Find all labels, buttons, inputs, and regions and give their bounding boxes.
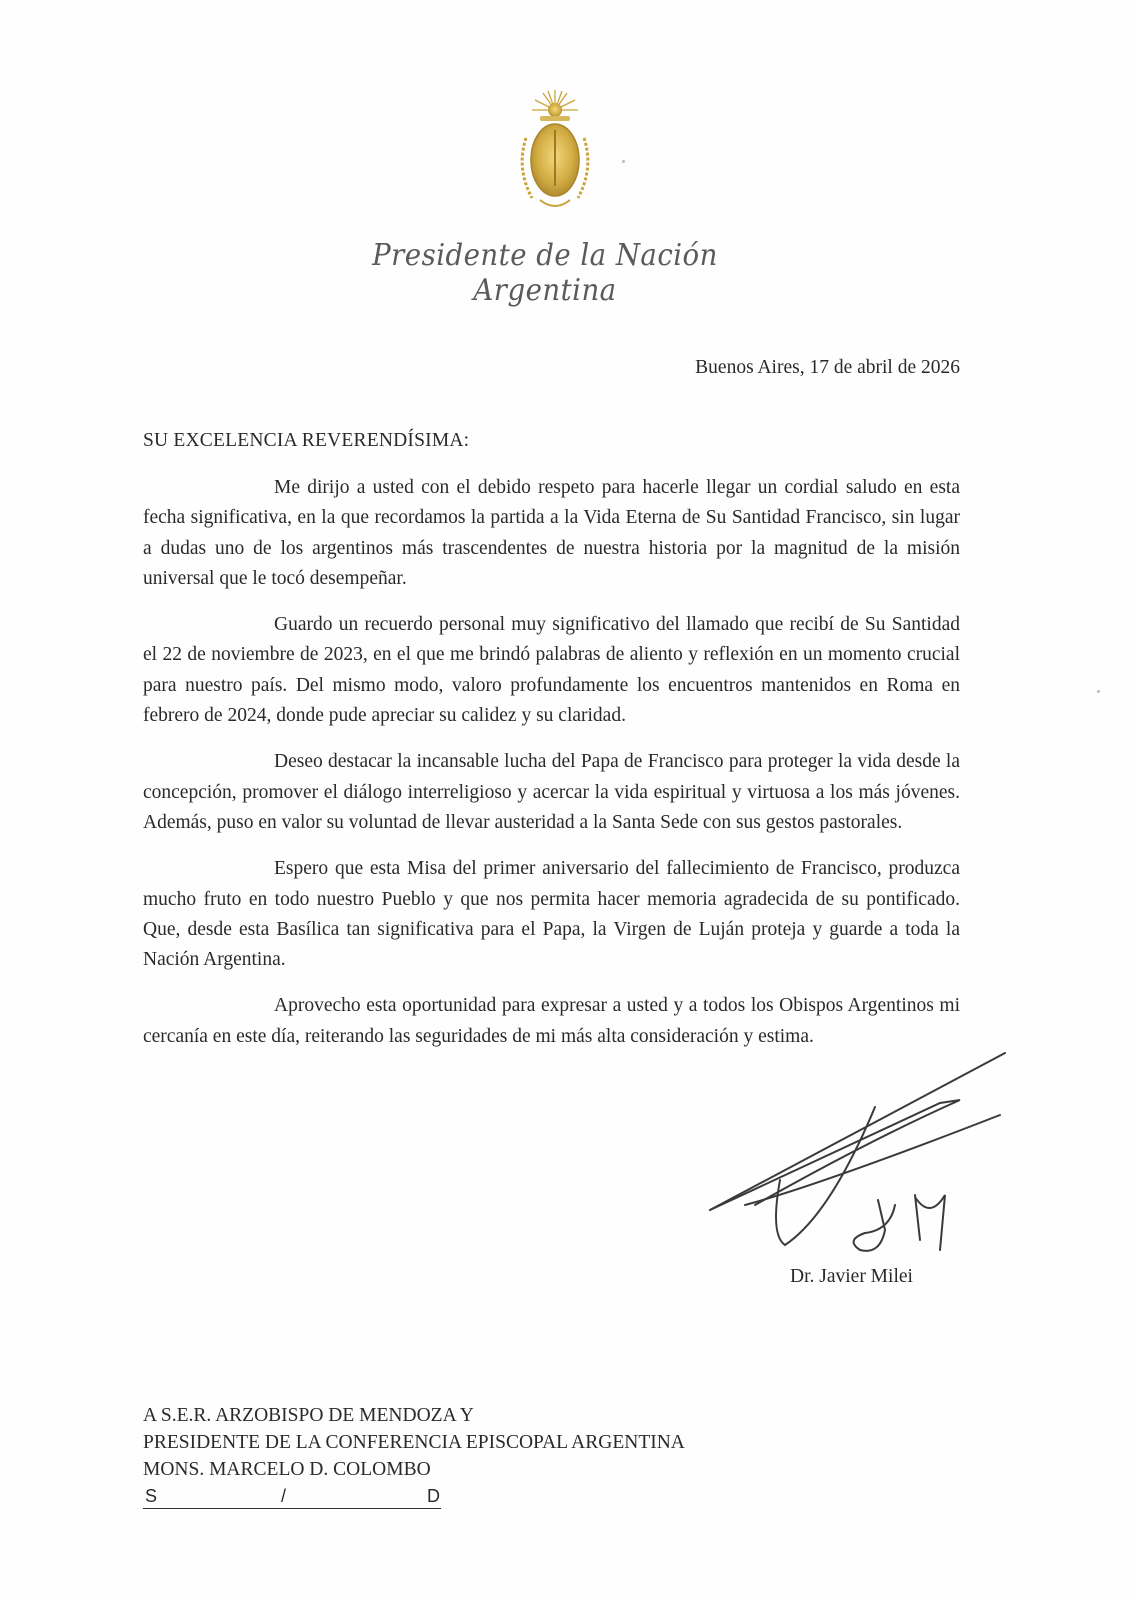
salutation: SU EXCELENCIA REVERENDÍSIMA: bbox=[143, 430, 470, 451]
recipient-line: A S.E.R. ARZOBISPO DE MENDOZA Y bbox=[143, 1405, 474, 1426]
sd-right: D bbox=[427, 1486, 440, 1506]
paragraph: Espero que esta Misa del primer aniversario del fallecimiento de Francisco, produzca mucho fruto en todo nuestro Pueblo y que nos permita hacer memoria agradecida de su pontificado. Que, desde esta Basílica tan significativa para el Papa, la Virgen de Luján proteja y guarde a toda la Nación Argentina. bbox=[143, 858, 960, 971]
scan-speck bbox=[622, 160, 625, 163]
scan-speck bbox=[1097, 690, 1100, 693]
coat-of-arms-icon bbox=[510, 88, 600, 218]
letter-body bbox=[143, 473, 960, 1068]
paragraph: Guardo un recuerdo personal muy significativo del llamado que recibí de Su Santidad el 22 de noviembre de 2023, en el que me brindó palabras de aliento y reflexión en un momento crucial para nuestro país. Del mismo modo, valoro profundamente los encuentros mantenidos en Roma en febrero de 2024, donde pude apreciar su calidez y su claridad. bbox=[143, 614, 960, 727]
signer-name: Dr. Javier Milei bbox=[790, 1266, 913, 1287]
recipient-block bbox=[143, 1402, 685, 1483]
sd-line bbox=[143, 1486, 441, 1509]
handwritten-signature-icon bbox=[700, 1045, 1020, 1260]
sd-left: S bbox=[145, 1486, 158, 1506]
paragraph: Me dirijo a usted con el debido respeto para hacerle llegar un cordial saludo en esta fecha significativa, en la que recordamos la partida a la Vida Eterna de Su Santidad Francisco, sin lugar a dudas uno de los argentinos más trascendentes de nuestra historia por la magnitud de la misión universal que le tocó desempeñar. bbox=[143, 477, 960, 589]
paragraph: Deseo destacar la incansable lucha del Papa de Francisco para proteger la vida desde la concepción, promover el diálogo interreligioso y acercar la vida espiritual y virtuosa a los más jóvenes. Además, puso en valor su voluntad de llevar austeridad a la Santa Sede con sus gestos pastorales. bbox=[143, 751, 960, 833]
sd-middle: / bbox=[281, 1486, 287, 1506]
paragraph: Aprovecho esta oportunidad para expresar a usted y a todos los Obispos Argentinos mi cercanía en este día, reiterando las seguridades de mi más alta consideración y estima. bbox=[143, 995, 960, 1047]
recipient-line: MONS. MARCELO D. COLOMBO bbox=[143, 1459, 431, 1480]
date-line: Buenos Aires, 17 de abril de 2026 bbox=[695, 357, 960, 378]
recipient-line: PRESIDENTE DE LA CONFERENCIA EPISCOPAL ARGENTINA bbox=[143, 1432, 685, 1453]
letterhead-title: Presidente de la Nación Argentina bbox=[372, 238, 718, 308]
